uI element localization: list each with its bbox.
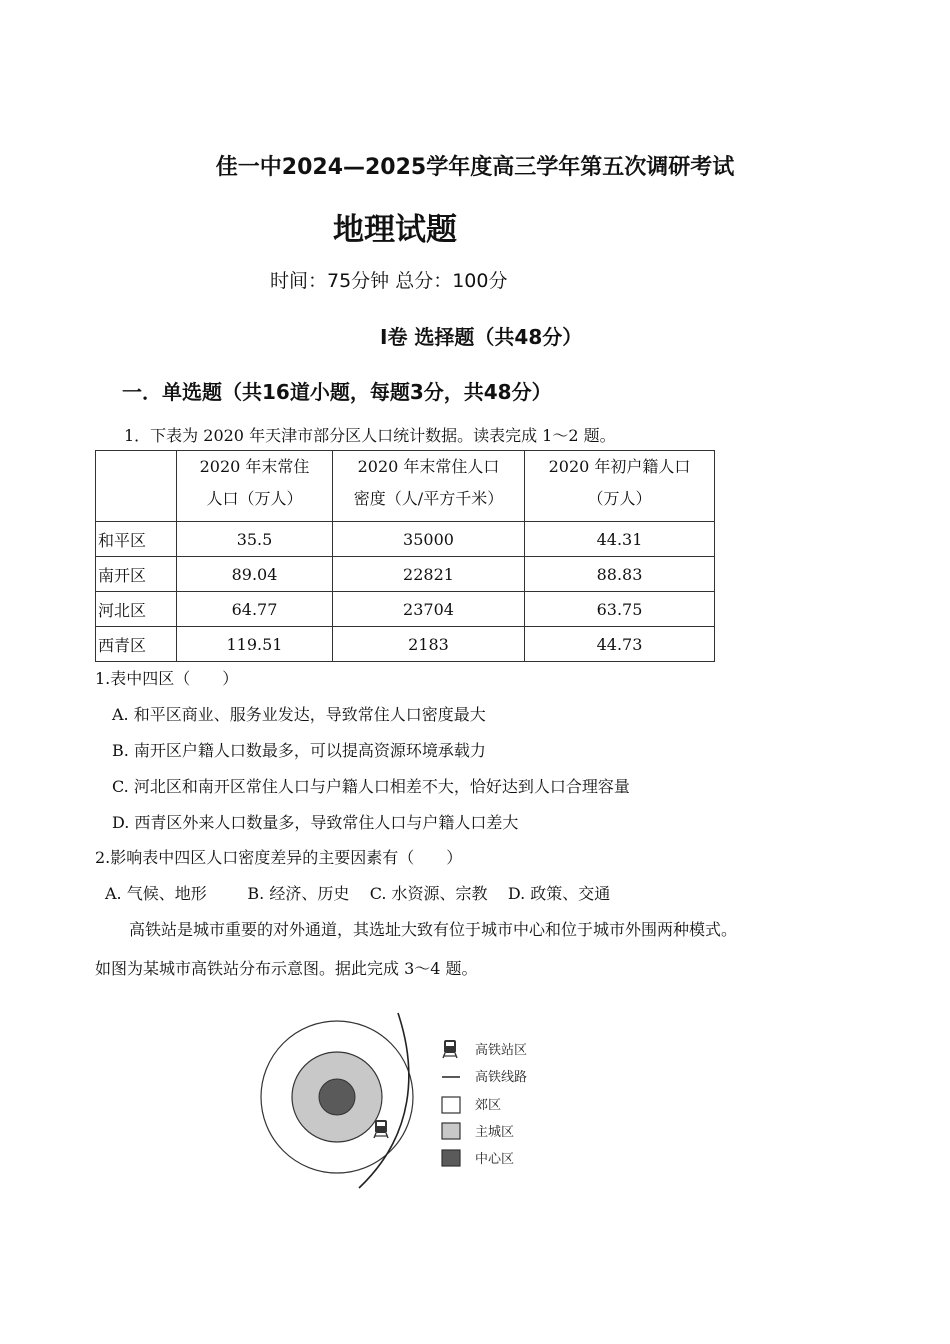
- section-title: 一．单选题（共16道小题，每题3分，共48分）: [122, 380, 552, 404]
- swatch-dark-gray: [442, 1150, 460, 1166]
- legend-label: 中心区: [475, 1152, 515, 1167]
- question-1-option-d: D. 西青区外来人口数量多，导致常住人口与户籍人口差大: [112, 813, 519, 832]
- exam-title: 佳一中2024—2025学年度高三学年第五次调研考试: [215, 155, 735, 180]
- question-1-option-c: C. 河北区和南开区常住人口与户籍人口相差不大，恰好达到人口合理容量: [112, 777, 630, 796]
- swatch-light-gray: [442, 1123, 460, 1139]
- passage-line-1: 高铁站是城市重要的对外通道，其选址大致有位于城市中心和位于城市外围两种模式。: [129, 920, 738, 939]
- swatch-white: [442, 1097, 460, 1113]
- part-title: Ⅰ卷 选择题（共48分）: [380, 325, 583, 349]
- population-table: [95, 450, 715, 662]
- table-row: 河北区 64.77 23704 63.75: [96, 592, 715, 627]
- legend-label: 郊区: [475, 1098, 502, 1113]
- question-1-option-b: B. 南开区户籍人口数最多，可以提高资源环境承载力: [112, 741, 486, 760]
- center-area: [319, 1079, 355, 1115]
- legend-label: 高铁线路: [475, 1070, 528, 1085]
- question-2-stem: 2.影响表中四区人口密度差异的主要因素有（ ）: [95, 848, 463, 867]
- table-row: 南开区 89.04 22821 88.83: [96, 557, 715, 592]
- table-corner-cell: [96, 451, 177, 522]
- train-icon: [443, 1040, 457, 1058]
- hsr-station-figure: [255, 1010, 555, 1195]
- table-header-row: [96, 451, 715, 522]
- table-header-cell: 2020 年初户籍人口 （万人）: [525, 451, 715, 522]
- table-row: 和平区 35.5 35000 44.31: [96, 522, 715, 557]
- legend-label: 高铁站区: [475, 1043, 528, 1058]
- subject-title: 地理试题: [333, 212, 457, 248]
- time-and-score: 时间：75分钟 总分：100分: [270, 270, 508, 292]
- question-intro-1-2: 1．下表为 2020 年天津市部分区人口统计数据。读表完成 1～2 题。: [124, 426, 616, 445]
- table-header-cell: 2020 年末常住人口 密度（人/平方千米）: [333, 451, 525, 522]
- question-2-options: A. 气候、地形 B. 经济、历史 C. 水资源、宗教 D. 政策、交通: [105, 884, 611, 903]
- legend-label: 主城区: [475, 1125, 515, 1140]
- figure-legend: [442, 1040, 527, 1167]
- question-1-option-a: A. 和平区商业、服务业发达，导致常住人口密度最大: [112, 705, 486, 724]
- question-1-stem: 1.表中四区（ ）: [95, 669, 239, 688]
- passage-line-2: 如图为某城市高铁站分布示意图。据此完成 3～4 题。: [95, 959, 478, 978]
- table-row: 西青区 119.51 2183 44.73: [96, 627, 715, 662]
- table-header-cell: 2020 年末常住 人口（万人）: [177, 451, 333, 522]
